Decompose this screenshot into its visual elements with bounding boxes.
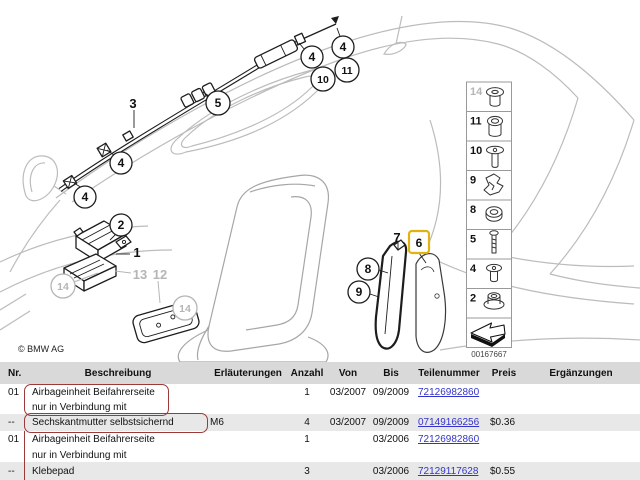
cell-bis: 09/2009 (372, 387, 410, 398)
antenna-fin (384, 42, 406, 54)
parts-table (0, 362, 640, 480)
fastener-legend (467, 82, 512, 359)
cell-von: 03/2007 (329, 417, 367, 428)
svg-text:14: 14 (57, 281, 69, 293)
parts-table-header (0, 362, 640, 384)
cell-anzahl: 4 (304, 417, 310, 428)
callout-12 (153, 267, 167, 282)
svg-text:4: 4 (308, 50, 316, 64)
callout-2 (110, 214, 132, 236)
cell-teilenummer (412, 417, 486, 428)
svg-text:12: 12 (152, 267, 168, 282)
svg-text:4: 4 (117, 156, 125, 170)
cell-anzahl: 1 (304, 434, 310, 445)
cell-anzahl: 1 (304, 387, 310, 398)
cell-bis: 03/2006 (372, 434, 410, 445)
cell-teilenummer (412, 466, 486, 477)
callout-1 (133, 245, 140, 260)
svg-text:8: 8 (364, 262, 372, 276)
col-header-nr: Nr. (8, 367, 22, 379)
table-row (0, 431, 640, 448)
col-header-ergaenzungen: Ergänzungen (549, 367, 613, 379)
head-airbag-tube (60, 16, 339, 190)
svg-text:2: 2 (470, 292, 477, 305)
svg-text:3: 3 (129, 96, 137, 111)
cell-beschreibung: Sechskantmutter selbstsichernd (32, 417, 174, 428)
table-row (0, 414, 640, 431)
svg-text:9: 9 (355, 285, 363, 299)
callout-14 (173, 296, 197, 320)
passenger-seat-outline (178, 175, 328, 362)
callout-3 (129, 96, 136, 111)
table-row (0, 401, 640, 414)
tube-clamp (123, 131, 133, 141)
col-header-teilenummer: Teilenummer (418, 367, 480, 379)
callout-8 (357, 258, 379, 280)
gas-generator-unit (254, 39, 299, 69)
side-mirror-outline (23, 156, 57, 201)
diagram-number: 00167667 (471, 350, 507, 359)
cell-bis: 03/2006 (372, 465, 410, 477)
table-row (0, 448, 640, 462)
part-number-link[interactable]: 72126982860 (418, 434, 480, 445)
svg-text:13: 13 (132, 267, 148, 282)
tube-end-anchor (331, 16, 339, 24)
cell-nr: -- (8, 465, 15, 477)
svg-text:11: 11 (341, 65, 353, 77)
svg-text:9: 9 (470, 174, 477, 187)
svg-text:4: 4 (81, 190, 89, 204)
part-number-link[interactable]: 07149166256 (418, 417, 480, 428)
callout-13 (133, 267, 147, 282)
svg-text:11: 11 (470, 115, 482, 128)
svg-text:8: 8 (470, 204, 477, 216)
callout-10 (311, 67, 335, 91)
callout-4 (74, 186, 96, 208)
cell-beschreibung: Klebepad (32, 465, 75, 477)
cell-preis: $0.55 (490, 465, 516, 477)
side-trim-panel (376, 240, 406, 349)
col-header-beschreibung: Beschreibung (84, 367, 152, 379)
svg-text:1: 1 (133, 245, 141, 260)
cell-teilenummer (412, 387, 486, 398)
side-airbag-cushion (416, 254, 446, 353)
callout-14 (51, 274, 75, 298)
tube-clamp (97, 143, 111, 157)
hex-nut-icon (486, 207, 502, 221)
cell-von: 03/2007 (329, 387, 367, 398)
part-number-link[interactable]: 72129117628 (418, 465, 479, 477)
cell-beschreibung: nur in Verbindung mit (32, 402, 127, 413)
callout-4 (301, 46, 323, 68)
cell-beschreibung: Airbageinheit Beifahrerseite (32, 387, 155, 398)
svg-text:7: 7 (393, 230, 401, 245)
col-header-von: Von (338, 367, 358, 379)
cell-nr: -- (8, 417, 15, 428)
col-header-erlaeuterungen: Erläuterungen (214, 367, 282, 379)
callout-5 (206, 91, 230, 115)
svg-text:4: 4 (470, 263, 477, 275)
callout-11 (335, 58, 359, 82)
callout-7 (393, 230, 400, 245)
table-row (0, 384, 640, 401)
svg-text:14: 14 (470, 86, 483, 98)
svg-text:6: 6 (415, 236, 423, 250)
col-header-anzahl: Anzahl (290, 367, 324, 379)
callout-4 (332, 36, 354, 58)
cell-erlaeuterungen: M6 (210, 417, 224, 428)
cell-beschreibung: nur in Verbindung mit (32, 449, 127, 461)
cell-preis: $0.36 (490, 417, 516, 428)
cell-nr: 01 (8, 434, 20, 445)
svg-text:5: 5 (470, 233, 477, 246)
part-number-link[interactable]: 72126982860 (418, 387, 480, 398)
table-row (0, 462, 640, 480)
copyright-notice: © BMW AG (18, 344, 65, 354)
callout-9 (348, 281, 370, 303)
cell-nr: 01 (8, 387, 20, 398)
svg-text:10: 10 (317, 74, 329, 86)
cell-teilenummer (412, 434, 486, 445)
cell-anzahl: 3 (304, 465, 310, 477)
callout-6-highlighted (409, 231, 429, 253)
callout-4 (110, 152, 132, 174)
grommet-icon (488, 116, 503, 136)
car-body-outline (0, 16, 640, 350)
svg-text:4: 4 (339, 40, 347, 54)
cell-beschreibung: Airbageinheit Beifahrerseite (32, 434, 155, 445)
svg-text:14: 14 (179, 303, 191, 315)
col-header-bis: Bis (383, 367, 399, 379)
svg-text:10: 10 (470, 145, 483, 157)
svg-text:2: 2 (117, 218, 125, 232)
col-header-preis: Preis (491, 367, 517, 379)
svg-text:5: 5 (214, 96, 222, 110)
cell-bis: 09/2009 (372, 417, 410, 428)
